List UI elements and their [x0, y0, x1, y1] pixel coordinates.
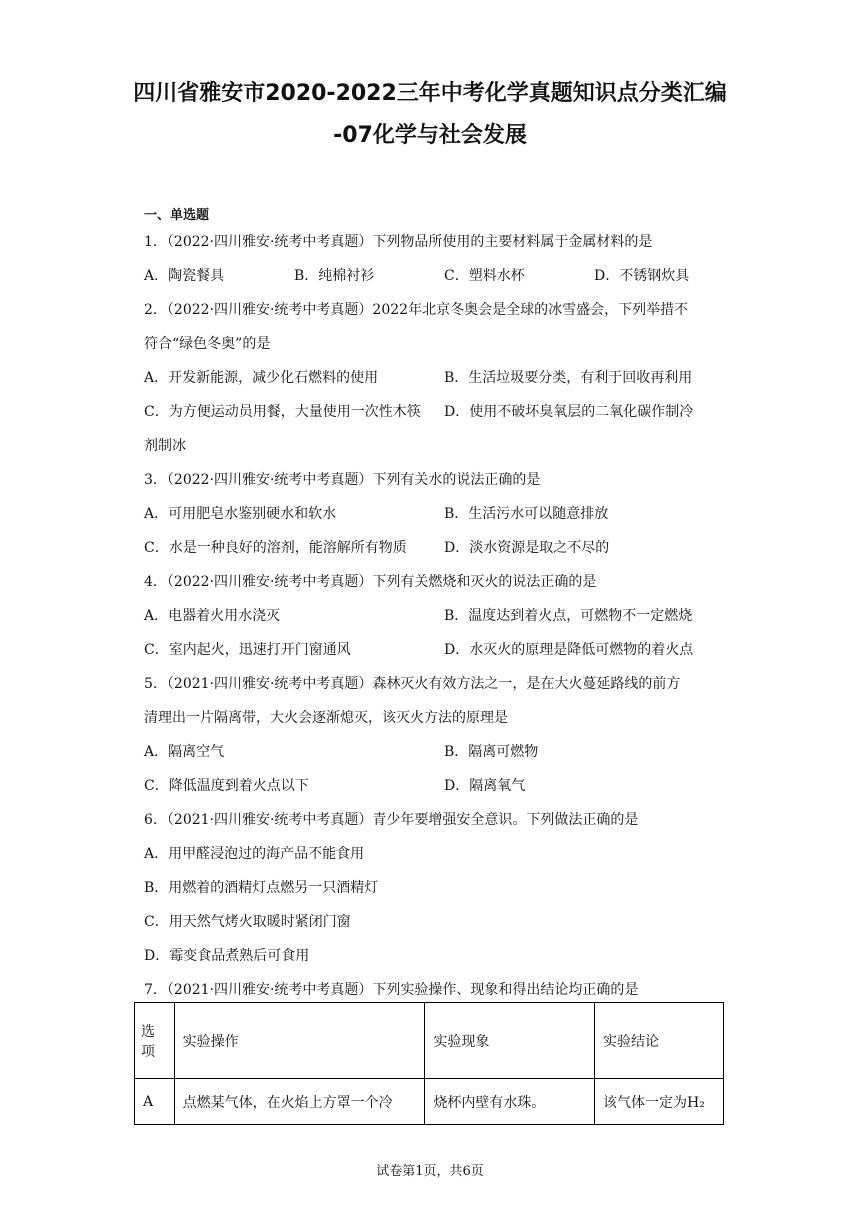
q6-option-b: B．用燃着的酒精灯点燃另一只酒精灯 [144, 880, 379, 896]
table-header-row [135, 1003, 724, 1079]
question-4-stem: 4．（2022·四川雅安·统考中考真题）下列有关燃烧和灭火的说法正确的是 [144, 574, 597, 590]
q1-option-a: A．陶瓷餐具 [144, 268, 225, 284]
q4-option-c: C．室内起火，迅速打开门窗通风 [144, 642, 351, 658]
section-heading: 一、单选题 [144, 208, 210, 223]
q3-option-c: C．水是一种良好的溶剂，能溶解所有物质 [144, 540, 407, 556]
document-title-line1: 四川省雅安市2020-2022三年中考化学真题知识点分类汇编 [133, 81, 727, 106]
q2-option-d-wrap: 剂制冰 [144, 438, 186, 454]
row-a-option: A [135, 1079, 175, 1125]
question-6-stem: 6．（2021·四川雅安·统考中考真题）青少年要增强安全意识。下列做法正确的是 [144, 812, 639, 828]
question-5-stem: 5．（2021·四川雅安·统考中考真题）森林灭火有效方法之一，是在大火蔓延路线的前方 [144, 676, 681, 692]
q4-option-b: B．温度达到着火点，可燃物不一定燃烧 [444, 608, 693, 624]
table-row [135, 1079, 724, 1125]
q1-option-b: B．纯棉衬衫 [294, 268, 375, 284]
question-1-stem: 1．（2022·四川雅安·统考中考真题）下列物品所使用的主要材料属于金属材料的是 [144, 234, 653, 250]
header-operation: 实验操作 [174, 1003, 425, 1079]
question-7-stem: 7．（2021·四川雅安·统考中考真题）下列实验操作、现象和得出结论均正确的是 [144, 982, 639, 998]
experiment-table [134, 1002, 724, 1125]
header-option: 选项 [135, 1003, 175, 1079]
q2-option-c: C．为方便运动员用餐，大量使用一次性木筷 [144, 404, 421, 420]
question-5-stem-cont: 清理出一片隔离带，大火会逐渐熄灭，该灭火方法的原理是 [144, 710, 508, 726]
question-2-stem-cont: 符合“绿色冬奥”的是 [144, 336, 271, 352]
question-2-stem: 2．（2022·四川雅安·统考中考真题）2022年北京冬奥会是全球的冰雪盛会，下列举措不 [144, 302, 689, 318]
q4-option-d: D．水灭火的原理是降低可燃物的着火点 [444, 642, 694, 658]
row-a-phenomenon: 烧杯内壁有水珠。 [425, 1079, 595, 1125]
question-3-stem: 3．（2022·四川雅安·统考中考真题）下列有关水的说法正确的是 [144, 472, 541, 488]
q2-option-a: A．开发新能源，减少化石燃料的使用 [144, 370, 379, 386]
header-conclusion: 实验结论 [595, 1003, 724, 1079]
q5-option-c: C．降低温度到着火点以下 [144, 778, 309, 794]
q5-option-b: B．隔离可燃物 [444, 744, 539, 760]
q6-option-a: A．用甲醛浸泡过的海产品不能食用 [144, 846, 365, 862]
q2-option-b: B．生活垃圾要分类，有利于回收再利用 [444, 370, 693, 386]
q1-option-c: C．塑料水杯 [444, 268, 525, 284]
q3-option-a: A．可用肥皂水鉴别硬水和软水 [144, 506, 337, 522]
q6-option-d: D．霉变食品煮熟后可食用 [144, 948, 310, 964]
page-footer: 试卷第1页，共6页 [376, 1164, 484, 1179]
q5-option-d: D．隔离氧气 [444, 778, 526, 794]
q3-option-b: B．生活污水可以随意排放 [444, 506, 609, 522]
q3-option-d: D．淡水资源是取之不尽的 [444, 540, 610, 556]
row-a-conclusion: 该气体一定为H₂ [595, 1079, 724, 1125]
q5-option-a: A．隔离空气 [144, 744, 225, 760]
q2-option-d: D．使用不破坏臭氧层的二氧化碳作制冷 [444, 404, 694, 420]
q6-option-c: C．用天然气烤火取暖时紧闭门窗 [144, 914, 351, 930]
row-a-operation: 点燃某气体，在火焰上方罩一个冷 [174, 1079, 425, 1125]
q1-option-d: D．不锈钢炊具 [594, 268, 690, 284]
document-title-line2: -07化学与社会发展 [333, 123, 527, 148]
q4-option-a: A．电器着火用水浇灭 [144, 608, 281, 624]
header-phenomenon: 实验现象 [425, 1003, 595, 1079]
